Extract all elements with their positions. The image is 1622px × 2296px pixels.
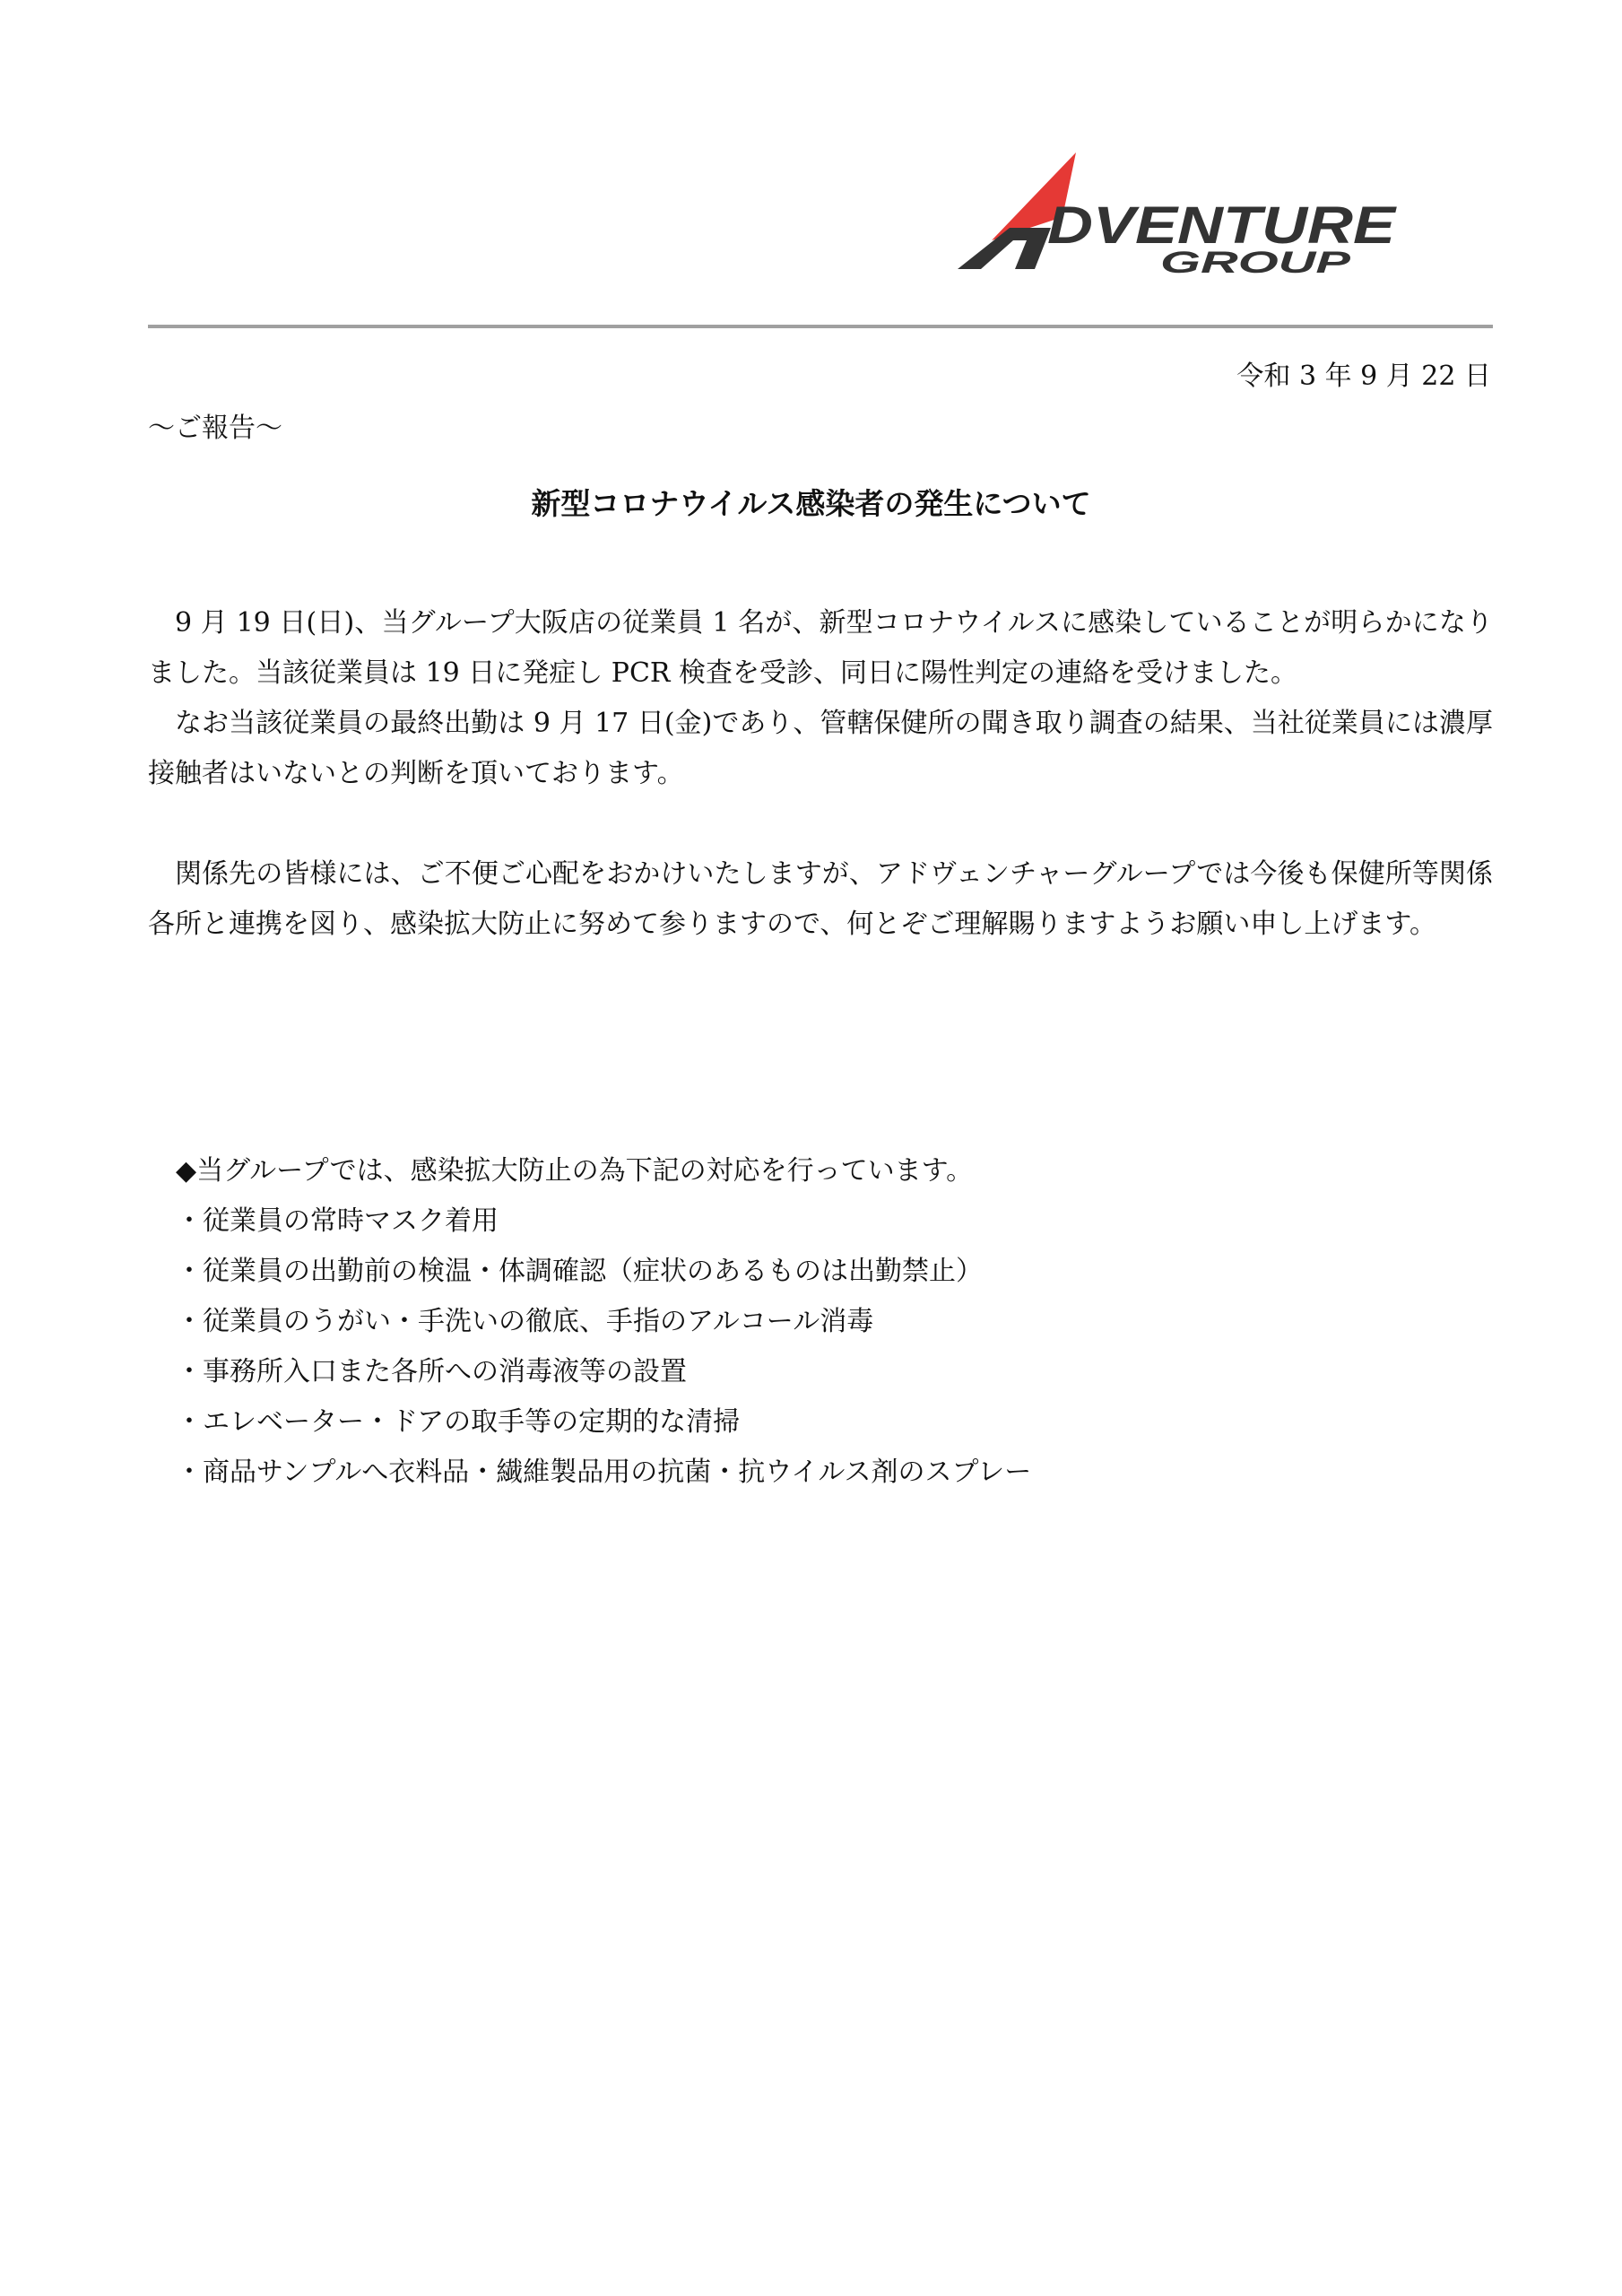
list-item: ・従業員のうがい・手洗いの徹底、手指のアルコール消毒 bbox=[176, 1306, 874, 1337]
page-title: 新型コロナウイルス感染者の発生について bbox=[531, 486, 1091, 521]
measures-lead: ◆当グループでは、感染拡大防止の為下記の対応を行っています。 bbox=[176, 1155, 974, 1187]
announcement-body bbox=[148, 598, 1493, 799]
apology-section bbox=[148, 849, 1493, 950]
logo-subtext: GROUP bbox=[1160, 246, 1351, 280]
list-item: ・商品サンプルへ衣料品・繊維製品用の抗菌・抗ウイルス剤のスプレー bbox=[176, 1457, 1032, 1488]
logo-a-mark bbox=[958, 228, 1051, 269]
header-divider bbox=[148, 325, 1493, 328]
list-item: ・従業員の常時マスク着用 bbox=[176, 1205, 499, 1237]
prevention-measures bbox=[176, 1146, 1467, 1498]
adventure-group-logo bbox=[958, 152, 1496, 287]
document-date: 令和 3 年 9 月 22 日 bbox=[1236, 361, 1491, 392]
paragraph-contact-tracing: なお当該従業員の最終出勤は 9 月 17 日(金)であり、管轄保健所の聞き取り調査の結果、当社従業員には濃厚接触者はいないとの判断を頂いております。 bbox=[148, 708, 1493, 789]
list-item: ・エレベーター・ドアの取手等の定期的な清掃 bbox=[176, 1406, 741, 1438]
list-item: ・事務所入口また各所への消毒液等の設置 bbox=[176, 1356, 687, 1387]
paragraph-infection-report: 9 月 19 日(日)、当グループ大阪店の従業員 1 名が、新型コロナウイルスに感染していることが明らかになりました。当該従業員は 19 日に発症し PCR 検査を受診、同日に陽性判定の連絡を受けました。 bbox=[148, 607, 1493, 689]
list-item: ・従業員の出勤前の検温・体調確認（症状のあるものは出勤禁止） bbox=[176, 1256, 983, 1287]
paragraph-apology: 関係先の皆様には、ご不便ご心配をおかけいたしますが、アドヴェンチャーグループでは今後も保健所等関係各所と連携を図り、感染拡大防止に努めて参りますので、何とぞご理解賜りますようお願い申し上げます。 bbox=[148, 858, 1493, 940]
logo-wordmark: DVENTURE bbox=[1047, 196, 1398, 255]
measures-list bbox=[176, 1196, 1467, 1498]
report-label: 〜ご報告〜 bbox=[148, 413, 282, 444]
